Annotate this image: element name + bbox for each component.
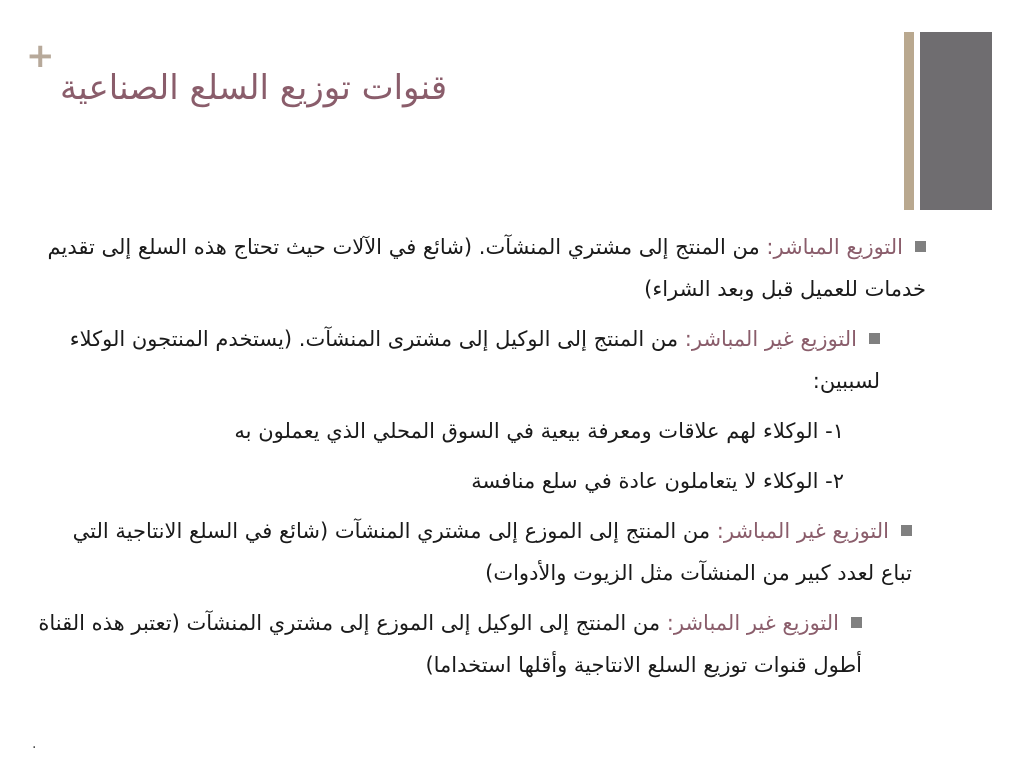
plus-icon: + <box>26 36 55 76</box>
item-lead: التوزيع غير المباشر: <box>666 611 839 635</box>
item-lead: التوزيع المباشر: <box>766 235 903 259</box>
item-text: من المنتج إلى الوكيل إلى مشترى المنشآت. (يستخدم المنتجون الوكلاء لسببين: <box>69 327 880 393</box>
list-item <box>36 602 926 686</box>
item-text: من المنتج إلى مشتري المنشآت. (شائع في الآلات حيث تحتاج هذه السلع إلى تقديم خدمات للعميل قبل وبعد الشراء) <box>47 235 926 301</box>
footer-dot: . <box>32 736 37 752</box>
item-lead: التوزيع غير المباشر: <box>684 327 857 351</box>
list-item <box>36 226 926 310</box>
decorative-gray-block <box>920 32 992 210</box>
item-text: ١- الوكلاء لهم علاقات ومعرفة بيعية في السوق المحلي الذي يعملون به <box>234 419 844 443</box>
list-item <box>36 510 926 594</box>
sub-item <box>36 410 926 452</box>
bullet-square-icon <box>869 333 880 344</box>
bullet-square-icon <box>915 241 926 252</box>
item-text: من المنتج إلى الموزع إلى مشتري المنشآت (شائع في السلع الانتاجية التي تباع لعدد كبير من المنشآت مثل الزيوت والأدوات) <box>72 519 912 585</box>
slide-title: قنوات توزيع السلع الصناعية <box>60 68 448 108</box>
bullet-square-icon <box>851 617 862 628</box>
bullet-square-icon <box>901 525 912 536</box>
item-text: من المنتج إلى الوكيل إلى الموزع إلى مشتري المنشآت (تعتبر هذه القناة أطول قنوات توزيع السلع الانتاجية وأقلها استخداما) <box>38 611 862 677</box>
item-lead: التوزيع غير المباشر: <box>716 519 889 543</box>
sub-item <box>36 460 926 502</box>
slide-body <box>36 226 926 686</box>
item-text: ٢- الوكلاء لا يتعاملون عادة في سلع منافسة <box>471 469 844 493</box>
list-item <box>36 318 926 402</box>
accent-stripe <box>904 32 914 210</box>
